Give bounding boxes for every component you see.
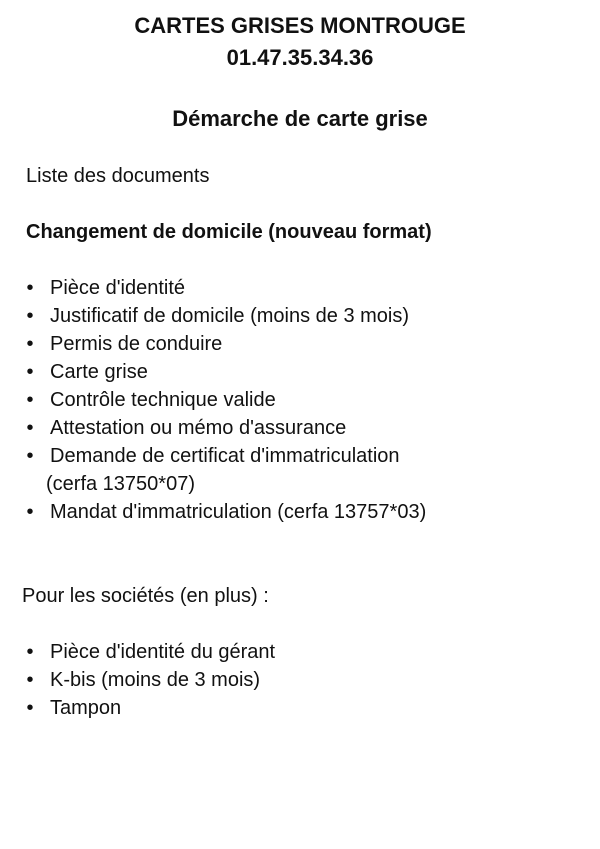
bullet-icon: • bbox=[26, 305, 34, 327]
list-item-text: Justificatif de domicile (moins de 3 mois) bbox=[50, 305, 410, 327]
bullet-icon: • bbox=[26, 389, 34, 411]
bullet-icon: • bbox=[26, 417, 34, 439]
bullet-icon: • bbox=[26, 361, 34, 383]
list-item bbox=[22, 414, 426, 442]
list-item-text: Mandat d'immatriculation (cerfa 13757*03) bbox=[50, 501, 427, 523]
bullet-icon: • bbox=[26, 697, 34, 719]
company-name: CARTES GRISES MONTROUGE bbox=[134, 13, 466, 38]
list-item-text: Permis de conduire bbox=[50, 333, 223, 355]
list-item-text: Carte grise bbox=[50, 361, 148, 383]
bullet-icon: • bbox=[26, 445, 34, 467]
list-item bbox=[22, 442, 426, 498]
list-item-text: Pièce d'identité du gérant bbox=[50, 641, 276, 663]
page-title: Démarche de carte grise bbox=[172, 106, 428, 131]
list-item bbox=[22, 330, 426, 358]
list-item bbox=[22, 358, 426, 386]
section-title: Changement de domicile (nouveau format) bbox=[26, 221, 432, 243]
bullet-icon: • bbox=[26, 669, 34, 691]
bullet-icon: • bbox=[26, 501, 34, 523]
list-item bbox=[22, 498, 426, 526]
list-item bbox=[22, 386, 426, 414]
list-item-continuation: (cerfa 13750*07) bbox=[46, 473, 195, 495]
bullet-icon: • bbox=[26, 333, 34, 355]
documents-intro: Liste des documents bbox=[26, 165, 210, 187]
companies-intro: Pour les sociétés (en plus) : bbox=[22, 585, 269, 607]
bullet-icon: • bbox=[26, 641, 34, 663]
list-item-text: Pièce d'identité bbox=[50, 277, 186, 299]
list-item bbox=[22, 274, 426, 302]
list-item bbox=[22, 694, 275, 722]
bullet-icon: • bbox=[26, 277, 34, 299]
phone-number: 01.47.35.34.36 bbox=[226, 45, 374, 70]
documents-list bbox=[22, 274, 426, 526]
list-item bbox=[22, 302, 426, 330]
list-item bbox=[22, 666, 275, 694]
list-item-text: Contrôle technique valide bbox=[50, 389, 276, 411]
list-item-text: Demande de certificat d'immatriculation bbox=[50, 445, 400, 467]
list-item-text: Tampon bbox=[50, 697, 122, 719]
list-item bbox=[22, 638, 275, 666]
companies-list bbox=[22, 638, 275, 722]
list-item-text: K-bis (moins de 3 mois) bbox=[50, 669, 261, 691]
list-item-text: Attestation ou mémo d'assurance bbox=[50, 417, 347, 439]
